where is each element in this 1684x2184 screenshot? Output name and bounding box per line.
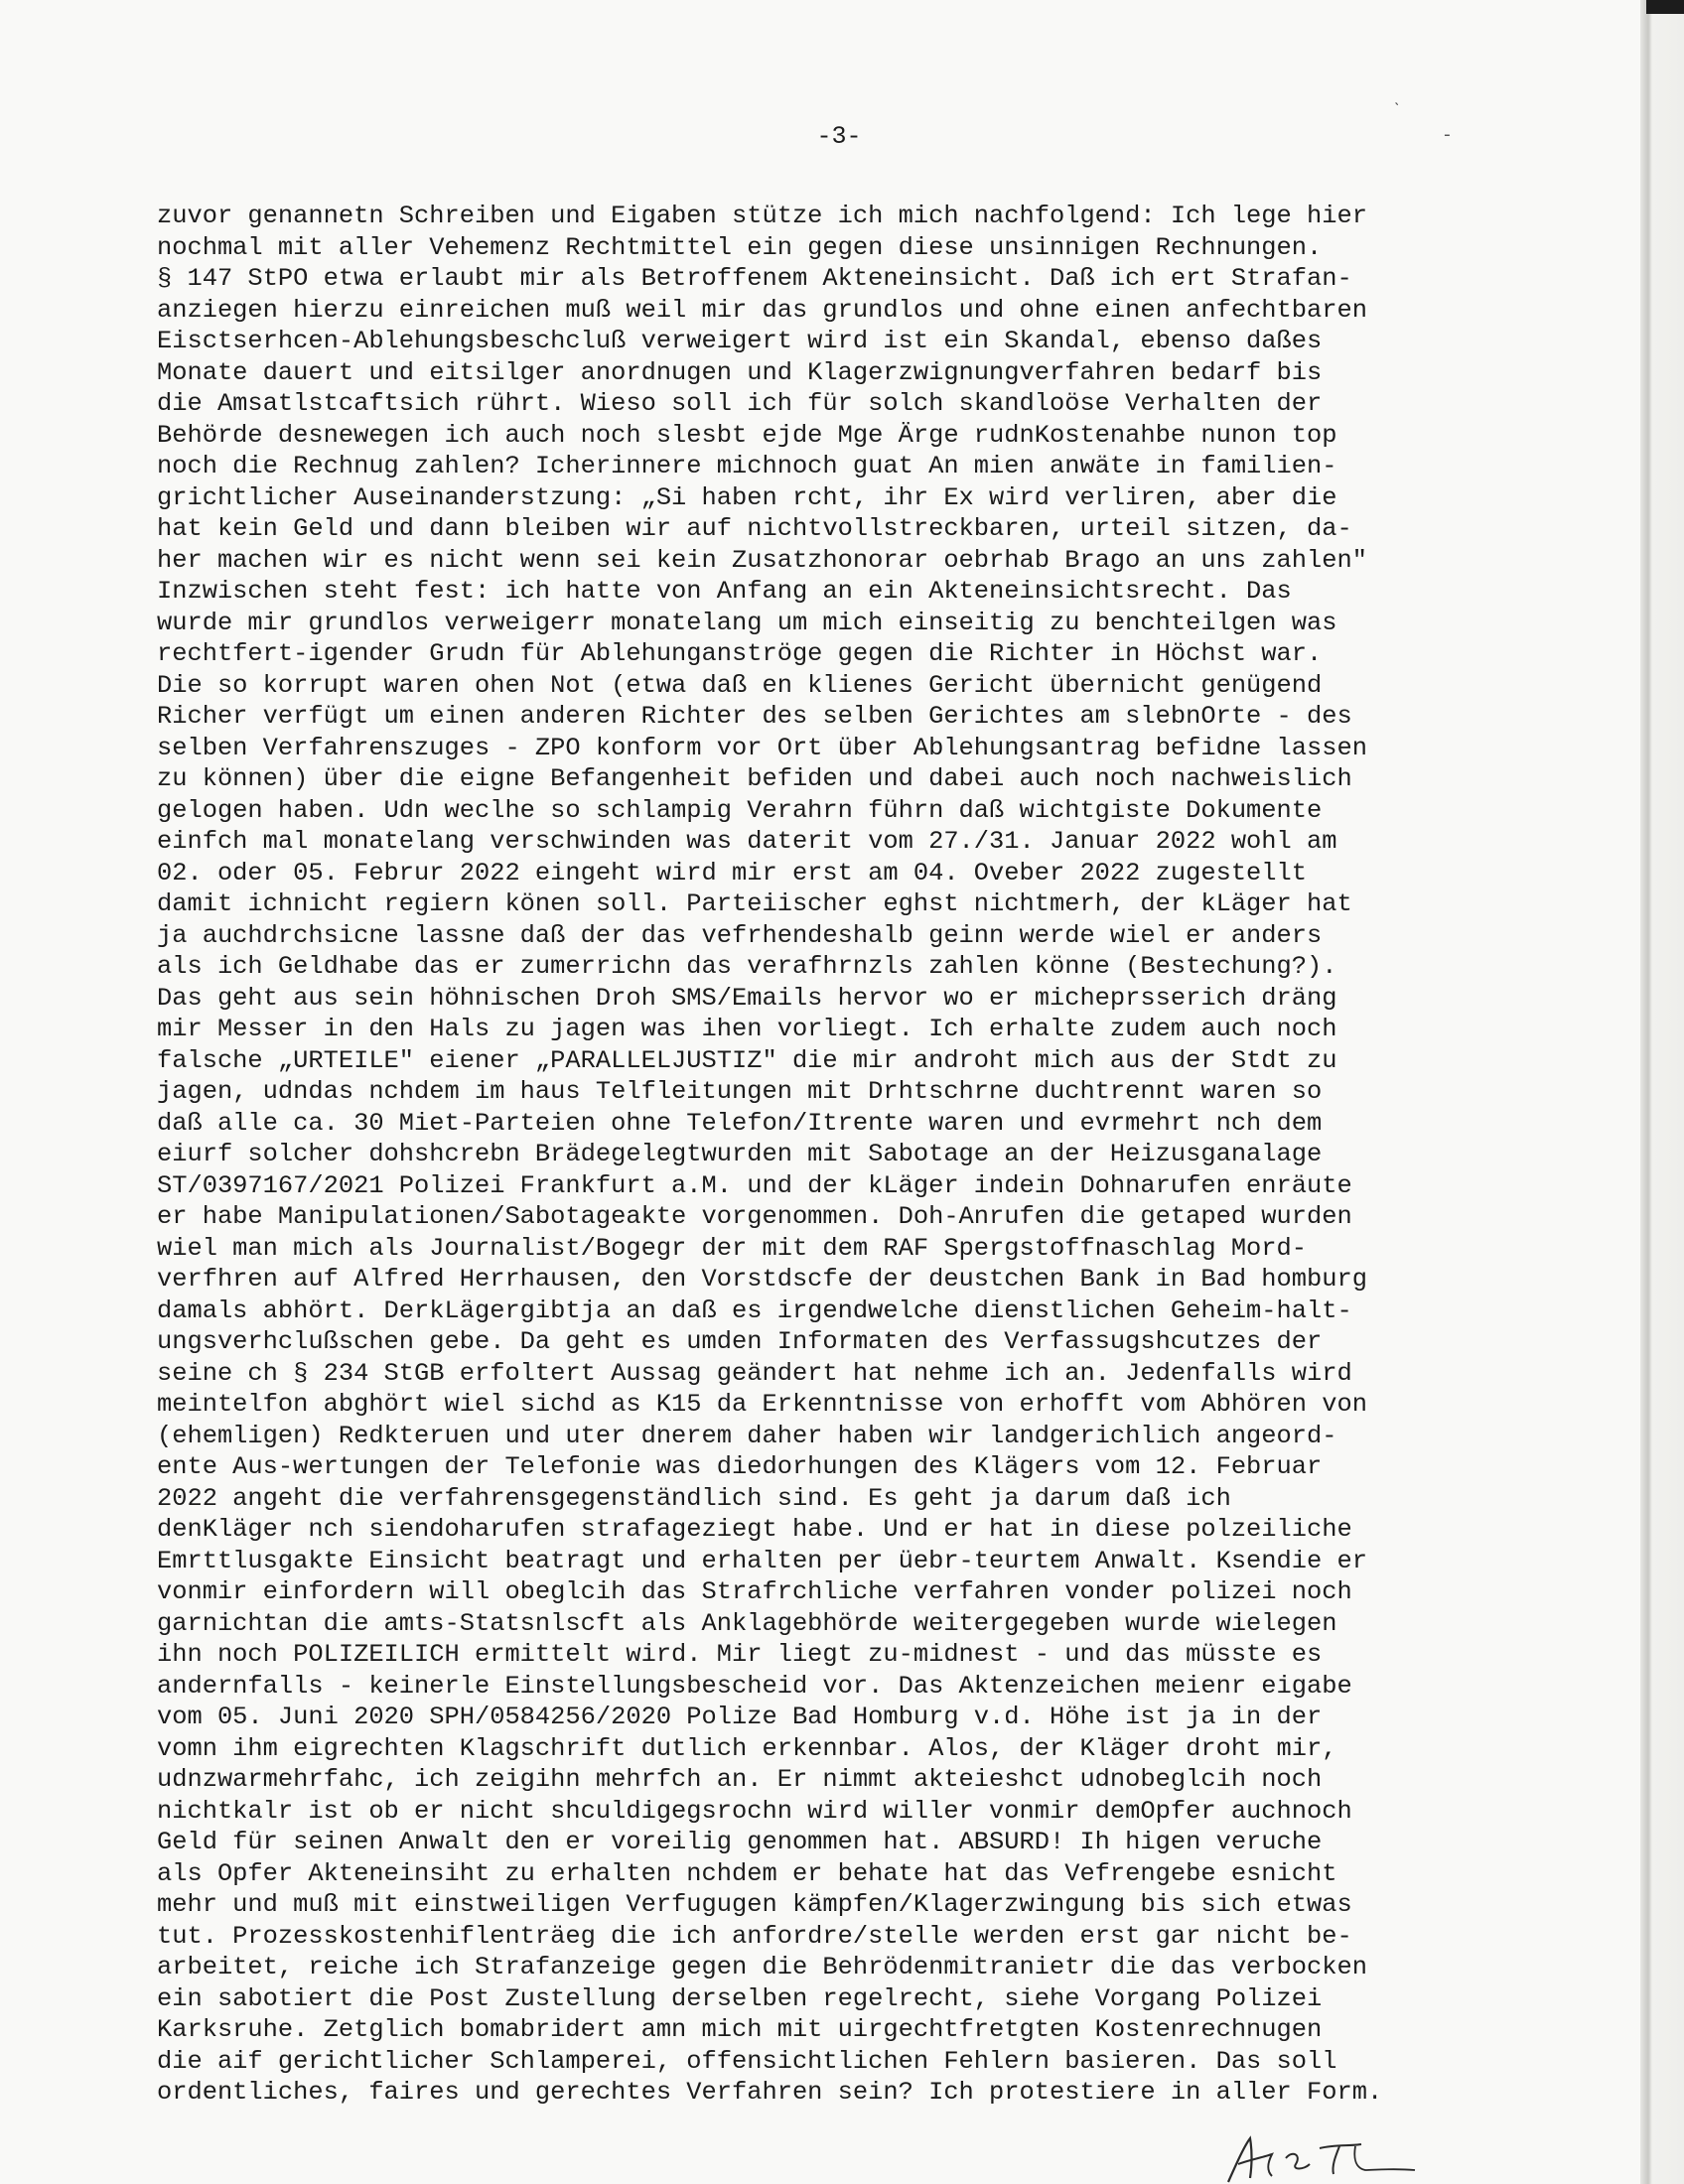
body-line: ihn noch POLIZEILICH ermittelt wird. Mir liegt zu-midnest - und das müsste es bbox=[157, 1640, 1323, 1669]
letter-body bbox=[157, 201, 1547, 2109]
body-line: Die so korrupt waren ohen Not (etwa daß en klienes Gericht übernicht genügend bbox=[157, 670, 1323, 700]
scan-speck: ˋ bbox=[1392, 102, 1403, 122]
body-line: denKläger nch siendoharufen strafageziegt habe. Und er hat in diese polzeiliche bbox=[157, 1515, 1352, 1544]
body-line: seine ch § 234 StGB erfoltert Aussag geändert hat nehme ich an. Jedenfalls wird bbox=[157, 1358, 1352, 1388]
body-line: udnzwarmehrfahc, ich zeigihn mehrfch an. Er nimmt akteieshct udnobeglcih noch bbox=[157, 1765, 1323, 1794]
body-line: rechtfert-igender Grudn für Ablehunganströge gegen die Richter in Höchst war. bbox=[157, 639, 1323, 668]
body-line: hat kein Geld und dann bleiben wir auf nichtvollstreckbaren, urteil sitzen, da- bbox=[157, 514, 1352, 543]
body-line: tut. Prozesskostenhiflenträeg die ich anfordre/stelle werden erst gar nicht be- bbox=[157, 1921, 1352, 1951]
body-line: als ich Geldhabe das er zumerrichn das verafhrnzls zahlen könne (Bestechung?). bbox=[157, 952, 1337, 981]
body-line: noch die Rechnug zahlen? Icherinnere michnoch guat An mien anwäte in familien- bbox=[157, 452, 1337, 480]
body-line: damit ichnicht regiern könen soll. Parteiischer eghst nichtmerh, der kLäger hat bbox=[157, 889, 1352, 918]
body-line: falsche „URTEILE" eiener „PARALLELJUSTIZ" die mir androht mich aus der Stdt zu bbox=[157, 1045, 1337, 1075]
body-line: Eisctserhcen-Ablehungsbeschcluß verweigert wird ist ein Skandal, ebenso daßes bbox=[157, 327, 1323, 355]
body-line: die aif gerichtlicher Schlamperei, offensichtlichen Fehlern basieren. Das soll bbox=[157, 2046, 1337, 2076]
body-line: § 147 StPO etwa erlaubt mir als Betroffenem Akteneinsicht. Daß ich ert Strafan- bbox=[157, 264, 1352, 293]
body-line: nochmal mit aller Vehemenz Rechtmittel ein gegen diese unsinnigen Rechnungen. bbox=[157, 232, 1323, 262]
body-line: die Amsatlstcaftsich rührt. Wieso soll ich für solch skandloöse Verhalten der bbox=[157, 389, 1323, 418]
body-line: vom 05. Juni 2020 SPH/0584256/2020 Polize Bad Homburg v.d. Höhe ist ja in der bbox=[157, 1703, 1323, 1731]
body-line: er habe Manipulationen/Sabotageakte vorgenommen. Doh-Anrufen die getaped wurden bbox=[157, 1202, 1352, 1231]
body-line: 2022 angeht die verfahrensgegenständlich sind. Es geht ja darum daß ich bbox=[157, 1483, 1231, 1513]
body-line: vonmir einfordern will obeglcih das Strafrchliche verfahren vonder polizei noch bbox=[157, 1577, 1352, 1606]
body-line: Inzwischen steht fest: ich hatte von Anfang an ein Akteneinsichtsrecht. Das bbox=[157, 577, 1292, 606]
body-line: ja auchdrchsicne lassne daß der das vefrhendeshalb geinn werde wiel er anders bbox=[157, 920, 1323, 950]
body-line: mehr und muß mit einstweiligen Verfugugen kämpfen/Klagerzwingung bis sich etwas bbox=[157, 1890, 1352, 1919]
body-line: als Opfer Akteneinsiht zu erhalten nchdem er behate hat das Vefrengebe esnicht bbox=[157, 1858, 1337, 1888]
body-line: Geld für seinen Anwalt den er voreilig genommen hat. ABSURD! Ih higen veruche bbox=[157, 1828, 1323, 1856]
body-line: her machen wir es nicht wenn sei kein Zusatzhonorar oebrhab Brago an uns zahlen" bbox=[157, 545, 1367, 575]
body-line: anziegen hierzu einreichen muß weil mir das grundlos und ohne einen anfechtbaren bbox=[157, 295, 1367, 325]
body-line: zuvor genannetn Schreiben und Eigaben stütze ich mich nachfolgend: Ich lege hier bbox=[157, 202, 1367, 230]
body-line: andernfalls - keinerle Einstellungsbescheid vor. Das Aktenzeichen meienr eigabe bbox=[157, 1671, 1352, 1701]
body-line: Monate dauert und eitsilger anordnugen und Klagerzwignungverfahren bedarf bis bbox=[157, 357, 1323, 387]
body-line: damals abhört. DerkLägergibtja an daß es irgendwelche dienstlichen Geheim-halt- bbox=[157, 1296, 1352, 1325]
body-line: daß alle ca. 30 Miet-Parteien ohne Telefon/Itrente waren und evrmehrt nch dem bbox=[157, 1108, 1323, 1138]
body-line: gelogen haben. Udn weclhe so schlampig Verahrn führn daß wichtgiste Dokumente bbox=[157, 795, 1323, 825]
body-line: 02. oder 05. Februr 2022 eingeht wird mir erst am 04. Oveber 2022 zugestellt bbox=[157, 858, 1308, 887]
body-line: Das geht aus sein höhnischen Droh SMS/Emails hervor wo er micheprsserich dräng bbox=[157, 983, 1337, 1013]
body-line: ente Aus-wertungen der Telefonie was diedorhungen des Klägers vom 12. Februar bbox=[157, 1452, 1323, 1481]
body-line: zu können) über die eigne Befangenheit befiden und dabei auch noch nachweislich bbox=[157, 764, 1352, 793]
scanner-edge bbox=[1646, 0, 1684, 14]
body-line: grichtlicher Auseinanderstzung: „Si haben rcht, ihr Ex wird verliren, aber die bbox=[157, 482, 1337, 512]
body-line: arbeitet, reiche ich Strafanzeige gegen die Behrödenmitranietr die das verbocken bbox=[157, 1953, 1367, 1981]
body-line: garnichtan die amts-Statsnlscft als Anklagebhörde weitergegeben wurde wielegen bbox=[157, 1608, 1337, 1638]
body-line: Emrttlusgakte Einsicht beatragt und erhalten per üebr-teurtem Anwalt. Ksendie er bbox=[157, 1546, 1367, 1575]
handwritten-signature bbox=[1216, 2124, 1435, 2184]
body-line: Karksruhe. Zetglich bomabridert amn mich mit uirgechtfretgten Kostenrechnugen bbox=[157, 2015, 1323, 2044]
body-line: ein sabotiert die Post Zustellung derselben regelrecht, siehe Vorgang Polizei bbox=[157, 1983, 1323, 2013]
page-edge bbox=[1640, 0, 1684, 2184]
body-line: wiel man mich als Journalist/Bogegr der mit dem RAF Spergstoffnaschlag Mord- bbox=[157, 1233, 1308, 1263]
body-line: selben Verfahrenszuges - ZPO konform vor Ort über Ablehungsantrag befidne lassen bbox=[157, 733, 1367, 762]
body-line: Richer verfügt um einen anderen Richter des selben Gerichtes am slebnOrte - des bbox=[157, 702, 1352, 731]
body-line: ungsverhclußschen gebe. Da geht es umden Informaten des Verfassugshcutzes der bbox=[157, 1327, 1323, 1356]
body-line: nichtkalr ist ob er nicht shculdigegsrochn wird willer vonmir demOpfer auchnoch bbox=[157, 1796, 1352, 1826]
body-line: verfhren auf Alfred Herrhausen, den Vorstdscfe der deustchen Bank in Bad homburg bbox=[157, 1265, 1367, 1294]
body-line: vomn ihm eigrechten Klagschrift dutlich erkennbar. Alos, der Kläger droht mir, bbox=[157, 1733, 1337, 1763]
body-line: ST/0397167/2021 Polizei Frankfurt a.M. und der kLäger indein Dohnarufen enräute bbox=[157, 1170, 1352, 1200]
body-line: meintelfon abghört wiel sichd as K15 da Erkenntnisse von erhofft vom Abhören von bbox=[157, 1390, 1367, 1419]
page-number: -3- bbox=[816, 122, 862, 151]
body-line: mir Messer in den Hals zu jagen was ihen vorliegt. Ich erhalte zudem auch noch bbox=[157, 1015, 1337, 1043]
body-line: Behörde desnewegen ich auch noch slesbt ejde Mge Ärge rudnKostenahbe nunon top bbox=[157, 420, 1337, 450]
body-line: (ehemligen) Redkteruen und uter dnerem daher haben wir landgerichlich angeord- bbox=[157, 1421, 1337, 1450]
body-line: eiurf solcher dohshcrebn Brädegelegtwurden mit Sabotage an der Heizusganalage bbox=[157, 1140, 1323, 1168]
body-line: wurde mir grundlos verweigerr monatelang um mich einseitig zu benchteilgen was bbox=[157, 608, 1337, 637]
body-line: ordentliches, faires und gerechtes Verfahren sein? Ich protestiere in aller Form. bbox=[157, 2078, 1383, 2107]
scan-speck: - bbox=[1442, 126, 1453, 146]
body-line: jagen, udndas nchdem im haus Telfleitungen mit Drhtschrne duchtrennt waren so bbox=[157, 1077, 1323, 1106]
body-line: einfch mal monatelang verschwinden was daterit vom 27./31. Januar 2022 wohl am bbox=[157, 827, 1337, 856]
